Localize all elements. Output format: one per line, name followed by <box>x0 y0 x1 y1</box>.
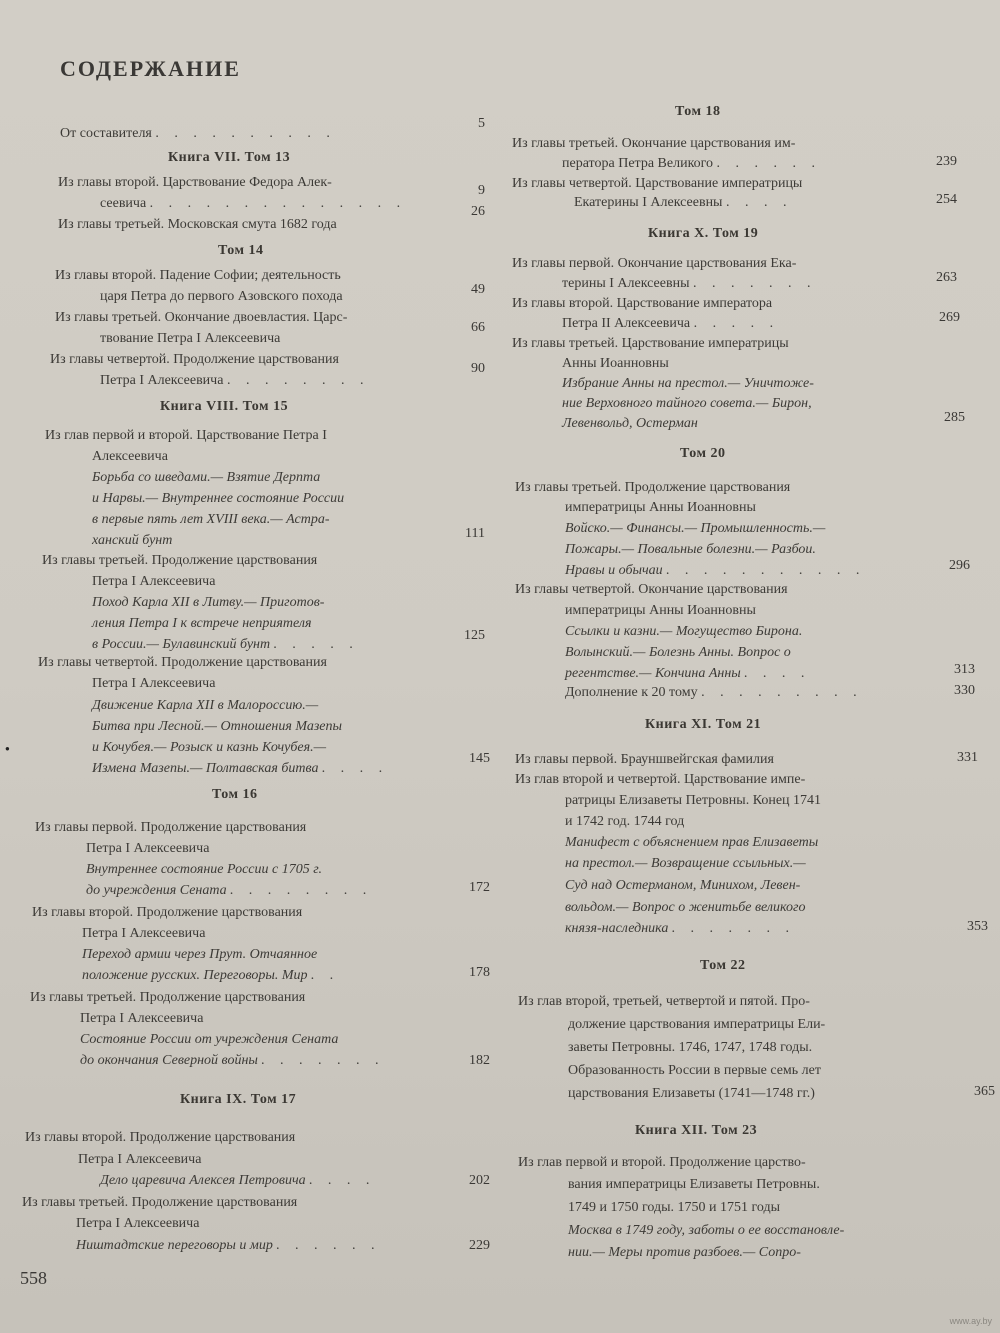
entry-subline: Манифест с объяснением прав Елизаветы <box>565 835 819 850</box>
entry-subline: Состояние России от учреждения Сената <box>80 1032 339 1047</box>
entry-line: Петра I Алексеевича <box>76 1216 200 1231</box>
entry-line: Из глав второй, третьей, четвертой и пятой. Про- <box>518 994 810 1009</box>
page-number: 296 <box>949 558 970 573</box>
entry-line: Из главы первой. Окончание царствования Ека- <box>512 256 797 271</box>
page-number: 178 <box>469 965 490 980</box>
entry-line: Из глав второй и четвертой. Царствование импе- <box>515 772 806 787</box>
page-number: 353 <box>967 919 988 934</box>
entry-subline: Избрание Анны на престол.— Уничтоже- <box>562 376 814 391</box>
entry-subline: Войско.— Финансы.— Промышленность.— <box>565 521 826 536</box>
entry-subline: Переход армии через Прут. Отчаянное <box>82 947 318 962</box>
page-number: 182 <box>469 1053 490 1068</box>
entry-line: должение царствования императрицы Ели- <box>568 1017 826 1032</box>
page-number: 365 <box>974 1084 995 1099</box>
entry-subline: Суд над Остерманом, Минихом, Левен- <box>565 878 801 893</box>
page-number: 330 <box>954 683 975 698</box>
entry-line: Из главы второй. Падение Софии; деятельность <box>55 268 341 283</box>
entry-subline: регентстве.— Кончина Анны . . . . <box>565 666 811 681</box>
entry-line: ратрицы Елизаветы Петровны. Конец 1741 <box>565 793 822 808</box>
entry-line: Петра I Алексеевича <box>82 926 206 941</box>
entry-line: Из глав первой и второй. Продолжение царство- <box>518 1155 806 1170</box>
entry-line: Из главы четвертой. Продолжение царствования <box>38 655 327 670</box>
entry-line: Из главы второй. Продолжение царствования <box>25 1130 296 1145</box>
entry-subline: и Кочубея.— Розыск и казнь Кочубея.— <box>92 740 327 755</box>
entry-text: От составителя <box>60 126 152 141</box>
entry-subline: ние Верховного тайного совета.— Бирон, <box>562 396 812 411</box>
entry-line: сеевича . . . . . . . . . . . . . . <box>100 196 407 211</box>
page-number: 145 <box>469 751 490 766</box>
entry-line: Из главы третьей. Продолжение царствования <box>30 990 306 1005</box>
intro-entry <box>60 126 336 142</box>
entry-line: царствования Елизаветы (1741—1748 гг.) <box>568 1086 815 1101</box>
entry-line: и 1742 год. 1744 год <box>565 814 685 829</box>
entry-subline: Борьба со шведами.— Взятие Дерпта <box>92 470 321 485</box>
section-heading: Книга IX. Том 17 <box>180 1092 297 1107</box>
entry-subline: в России.— Булавинский бунт . . . . . <box>92 637 360 652</box>
entry-line: заветы Петровны. 1746, 1747, 1748 годы. <box>568 1040 813 1055</box>
entry-subline: и Нарвы.— Внутреннее состояние России <box>92 491 345 506</box>
entry-line: Дополнение к 20 тому . . . . . . . . . <box>565 685 863 700</box>
entry-line: Из глав первой и второй. Царствование Петра I <box>45 428 327 443</box>
page-number: 269 <box>939 310 960 325</box>
page-number: 90 <box>471 361 485 376</box>
entry-line: Из главы второй. Царствование императора <box>512 296 773 311</box>
entry-line: твование Петра I Алексеевича <box>100 331 281 346</box>
entry-subline: Левенвольд, Остерман <box>562 416 698 431</box>
entry-line: императрицы Анны Иоанновны <box>565 500 756 515</box>
entry-subline: Движение Карла XII в Малороссию.— <box>92 698 319 713</box>
entry-line: царя Петра до первого Азовского похода <box>100 289 343 304</box>
entry-line: Из главы второй. Царствование Федора Алек- <box>58 175 332 190</box>
entry-line: императрицы Анны Иоанновны <box>565 603 756 618</box>
entry-line: Из главы первой. Брауншвейгская фамилия <box>515 752 774 767</box>
page-number: 66 <box>471 320 485 335</box>
entry-subline: до учреждения Сената . . . . . . . . <box>86 883 373 898</box>
entry-line: Из главы третьей. Царствование императрицы <box>512 336 789 351</box>
page-number: 26 <box>471 204 485 219</box>
entry-line: Петра I Алексеевича <box>92 574 216 589</box>
section-heading: Том 22 <box>700 958 746 973</box>
entry-line: Из главы третьей. Продолжение царствования <box>515 480 791 495</box>
margin-mark: ● <box>5 744 10 753</box>
section-heading: Том 20 <box>680 446 726 461</box>
page-number: 313 <box>954 662 975 677</box>
page-number: 239 <box>936 154 957 169</box>
section-heading: Книга VIII. Том 15 <box>160 399 289 414</box>
entry-line: ператора Петра Великого . . . . . . <box>562 156 822 171</box>
entry-line: вания императрицы Елизаветы Петровны. <box>568 1177 820 1192</box>
page-number: 9 <box>478 183 485 198</box>
entry-subline: вольдом.— Вопрос о женитьбе великого <box>565 900 806 915</box>
entry-subline: положение русских. Переговоры. Мир . . <box>82 968 340 983</box>
page-number: 285 <box>944 410 965 425</box>
section-heading: Книга XI. Том 21 <box>645 717 762 732</box>
page-number: 111 <box>465 526 485 541</box>
entry-line: Петра I Алексеевича . . . . . . . . <box>100 373 370 388</box>
entry-subline: Дело царевича Алексея Петровича . . . . <box>100 1173 376 1188</box>
entry-line: Из главы четвертой. Окончание царствования <box>515 582 788 597</box>
entry-subline: Нравы и обычаи . . . . . . . . . . . <box>565 563 866 578</box>
entry-line: 1749 и 1750 годы. 1750 и 1751 годы <box>568 1200 781 1215</box>
entry-line: Из главы третьей. Окончание двоевластия. Царс- <box>55 310 348 325</box>
entry-subline: Измена Мазепы.— Полтавская битва . . . . <box>92 761 389 776</box>
entry-subline: в первые пять лет XVIII века.— Астра- <box>92 512 330 527</box>
entry-subline: до окончания Северной войны . . . . . . . <box>80 1053 385 1068</box>
page-number: 202 <box>469 1173 490 1188</box>
entry-line: Петра I Алексеевича <box>92 676 216 691</box>
entry-line: Из главы четвертой. Продолжение царствования <box>50 352 339 367</box>
page-number: 125 <box>464 628 485 643</box>
entry-line: Петра II Алексеевича . . . . . <box>562 316 780 331</box>
entry-subline: Поход Карла XII в Литву.— Приготов- <box>92 595 325 610</box>
page-number: 254 <box>936 192 957 207</box>
entry-line: Петра I Алексеевича <box>80 1011 204 1026</box>
entry-subline: нии.— Меры против разбоев.— Сопро- <box>568 1245 801 1260</box>
entry-line: Из главы второй. Продолжение царствования <box>32 905 303 920</box>
entry-subline: Внутреннее состояние России с 1705 г. <box>86 862 322 877</box>
entry-subline: Волынский.— Болезнь Анны. Вопрос о <box>565 645 791 660</box>
entry-line: Из главы третьей. Продолжение царствования <box>22 1195 298 1210</box>
entry-line: Петра I Алексеевича <box>78 1152 202 1167</box>
entry-subline: Ништадтские переговоры и мир . . . . . . <box>76 1238 381 1253</box>
entry-line: Из главы третьей. Продолжение царствования <box>42 553 318 568</box>
entry-subline: князя-наследника . . . . . . . <box>565 921 796 936</box>
entry-subline: Ссылки и казни.— Могущество Бирона. <box>565 624 803 639</box>
entry-subline: Москва в 1749 году, заботы о ее восстановле- <box>568 1223 845 1238</box>
entry-line: Образованность России в первые семь лет <box>568 1063 821 1078</box>
section-heading: Книга XII. Том 23 <box>635 1123 758 1138</box>
page-number: 5 <box>478 116 485 131</box>
page-number: 331 <box>957 750 978 765</box>
entry-line: Из главы третьей. Окончание царствования им- <box>512 136 796 151</box>
entry-line: Из главы первой. Продолжение царствования <box>35 820 307 835</box>
section-heading: Том 14 <box>218 243 264 258</box>
page-number: 172 <box>469 880 490 895</box>
watermark: www.ay.by <box>949 1316 992 1326</box>
entry-line: Екатерины I Алексеевны . . . . <box>574 195 793 210</box>
entry-subline: ханский бунт <box>92 533 173 548</box>
entry-subline: ления Петра I к встрече неприятеля <box>92 616 312 631</box>
page-number: 229 <box>469 1238 490 1253</box>
entry-line: Из главы третьей. Московская смута 1682 года <box>58 217 337 232</box>
entry-line: Алексеевича <box>92 449 168 464</box>
leader-dots: . . . . . . . . . . <box>155 126 336 141</box>
entry-line: Анны Иоанновны <box>562 356 669 371</box>
entry-line: Из главы четвертой. Царствование императрицы <box>512 176 803 191</box>
page-number: 49 <box>471 282 485 297</box>
entry-subline: Пожары.— Повальные болезни.— Разбои. <box>565 542 816 557</box>
entry-subline: на престол.— Возвращение ссыльных.— <box>565 856 806 871</box>
entry-subline: Битва при Лесной.— Отношения Мазепы <box>92 719 342 734</box>
section-heading: Книга X. Том 19 <box>648 226 759 241</box>
page-number: 263 <box>936 270 957 285</box>
entry-line: терины I Алексеевны . . . . . . . <box>562 276 817 291</box>
section-heading: Том 16 <box>212 787 258 802</box>
section-heading: Книга VII. Том 13 <box>168 150 291 165</box>
section-heading: Том 18 <box>675 104 721 119</box>
page-folio: 558 <box>20 1268 47 1288</box>
page-title: СОДЕРЖАНИЕ <box>60 56 241 81</box>
entry-line: Петра I Алексеевича <box>86 841 210 856</box>
